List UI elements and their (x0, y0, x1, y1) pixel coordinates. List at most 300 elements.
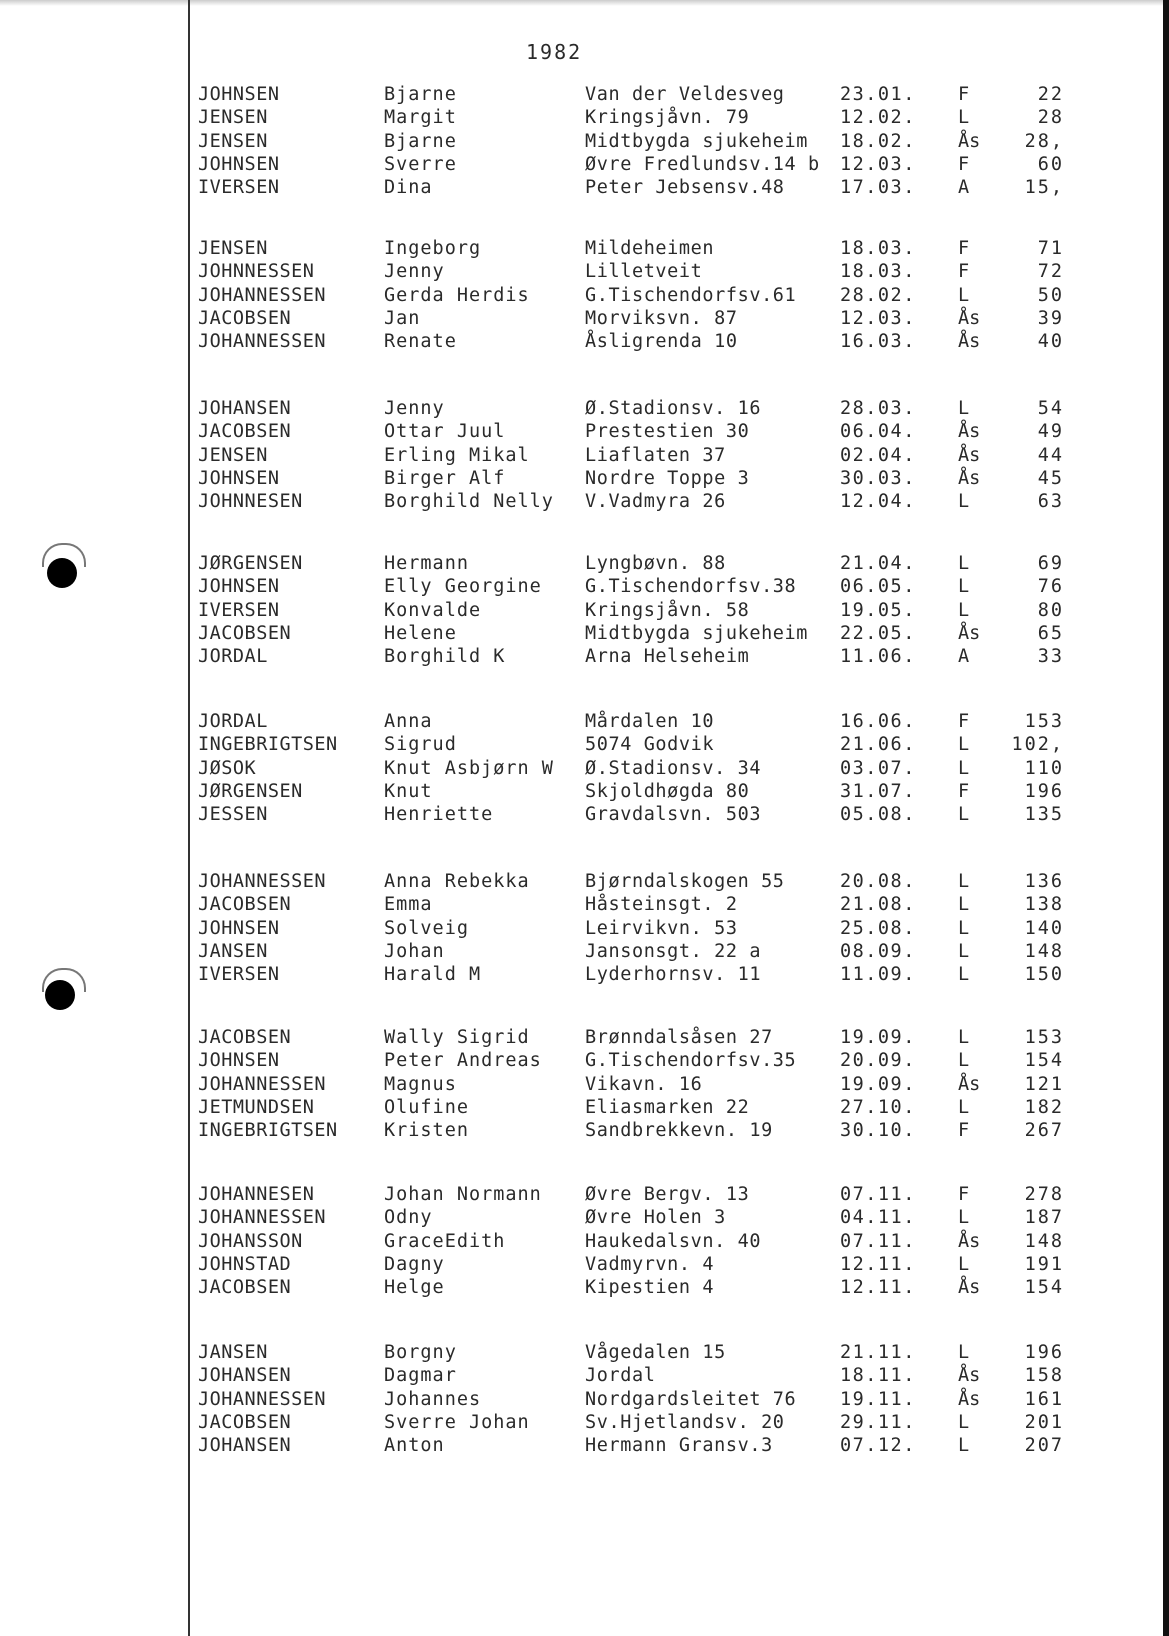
address: Ø.Stadionsv. 34 (585, 757, 762, 779)
first-name: Jan (384, 307, 421, 329)
register-row (0, 1096, 1169, 1119)
first-name: Helge (384, 1277, 445, 1299)
entry-number: 63 (1037, 491, 1064, 513)
date: 12.03. (840, 307, 916, 329)
surname: JOHANNESSEN (198, 331, 327, 353)
date: 29.11. (840, 1411, 916, 1433)
address: Hermann Gransv.3 (585, 1435, 773, 1457)
date: 17.03. (840, 177, 916, 199)
address: Haukedalsvn. 40 (585, 1230, 762, 1252)
register-row (0, 757, 1169, 780)
address: 5074 Godvik (585, 734, 715, 756)
address: G.Tischendorfsv.35 (585, 1050, 797, 1072)
register-row (0, 622, 1169, 645)
address: Mårdalen 10 (585, 711, 715, 732)
date: 12.11. (840, 1277, 916, 1299)
first-name: Sigrud (384, 734, 457, 756)
address: Håsteinsgt. 2 (585, 894, 738, 916)
address: Gravdalsvn. 503 (585, 804, 762, 826)
place-code: L (958, 871, 970, 892)
address: Van der Veldesveg (585, 84, 785, 105)
first-name: GraceEdith (384, 1230, 506, 1252)
first-name: Borgny (384, 1342, 457, 1363)
place-code: Ås (958, 622, 981, 644)
surname: JANSEN (198, 940, 268, 962)
place-code: F (958, 238, 970, 259)
entry-number: 54 (1037, 398, 1064, 419)
register-row (0, 917, 1169, 940)
surname: JOHANNESSEN (198, 871, 327, 892)
place-code: F (958, 780, 970, 802)
entry-number: 65 (1037, 622, 1064, 644)
place-code: L (958, 917, 970, 939)
first-name: Peter Andreas (384, 1050, 542, 1072)
entry-number: 33 (1037, 646, 1064, 668)
entry-number: 150 (1024, 964, 1064, 986)
address: Midtbygda sjukeheim (585, 130, 809, 152)
register-row (0, 1049, 1169, 1072)
surname: JOHNSEN (198, 84, 280, 105)
date: 23.01. (840, 84, 916, 105)
place-code: Ås (958, 1073, 981, 1095)
surname: IVERSEN (198, 177, 280, 199)
register-row (0, 1230, 1169, 1253)
surname: JANSEN (198, 1342, 268, 1363)
place-code: L (958, 1027, 970, 1048)
place-code: L (958, 1411, 970, 1433)
place-code: F (958, 1120, 970, 1142)
entry-number: 44 (1037, 444, 1064, 466)
register-row (0, 870, 1169, 893)
place-code: F (958, 84, 970, 105)
entry-number: 207 (1024, 1435, 1064, 1457)
surname: JOHANSEN (198, 398, 292, 419)
first-name: Renate (384, 331, 457, 353)
entry-number: 161 (1024, 1388, 1064, 1410)
entry-number: 196 (1024, 1342, 1064, 1363)
address: Brønndalsåsen 27 (585, 1027, 773, 1048)
entry-number: 60 (1037, 153, 1064, 175)
entry-group (0, 552, 1169, 668)
place-code: L (958, 1050, 970, 1072)
place-code: Ås (958, 467, 981, 489)
entry-number: 69 (1037, 553, 1064, 574)
first-name: Magnus (384, 1073, 457, 1095)
date: 19.05. (840, 599, 916, 621)
entry-number: 278 (1024, 1184, 1064, 1205)
place-code: L (958, 107, 970, 129)
place-code: Ås (958, 1230, 981, 1252)
address: Kipestien 4 (585, 1277, 715, 1299)
register-row (0, 237, 1169, 260)
place-code: Ås (958, 1365, 981, 1387)
entry-number: 71 (1037, 238, 1064, 259)
surname: JORDAL (198, 646, 268, 668)
date: 21.04. (840, 553, 916, 574)
date: 28.03. (840, 398, 916, 419)
place-code: L (958, 398, 970, 419)
place-code: F (958, 1184, 970, 1205)
surname: JOHNSEN (198, 467, 280, 489)
register-row (0, 1364, 1169, 1387)
register-row (0, 176, 1169, 199)
entry-number: 76 (1037, 576, 1064, 598)
entry-number: 28 (1037, 107, 1064, 129)
register-row (0, 307, 1169, 330)
register-row (0, 130, 1169, 153)
register-row (0, 710, 1169, 733)
place-code: L (958, 553, 970, 574)
place-code: Ås (958, 1388, 981, 1410)
address: Øvre Fredlundsv.14 b (585, 153, 820, 175)
surname: JØRGENSEN (198, 780, 303, 802)
first-name: Bjarne (384, 84, 457, 105)
date: 12.02. (840, 107, 916, 129)
surname: INGEBRIGTSEN (198, 1120, 338, 1142)
entry-number: 158 (1024, 1365, 1064, 1387)
register-row (0, 106, 1169, 129)
address: Øvre Bergv. 13 (585, 1184, 750, 1205)
date: 27.10. (840, 1096, 916, 1118)
first-name: Borghild K (384, 646, 506, 668)
address: Midtbygda sjukeheim (585, 622, 809, 644)
place-code: L (958, 964, 970, 986)
surname: JETMUNDSEN (198, 1096, 315, 1118)
place-code: A (958, 177, 970, 199)
first-name: Johannes (384, 1388, 482, 1410)
first-name: Hermann (384, 553, 469, 574)
first-name: Margit (384, 107, 457, 129)
surname: JENSEN (198, 107, 268, 129)
entry-number: 153 (1024, 711, 1064, 732)
address: Skjoldhøgda 80 (585, 780, 750, 802)
entry-group (0, 1341, 1169, 1457)
entry-number: 135 (1024, 804, 1064, 826)
scan-edge (0, 0, 1169, 6)
place-code: L (958, 1435, 970, 1457)
first-name: Dagny (384, 1253, 445, 1275)
surname: JØRGENSEN (198, 553, 303, 574)
place-code: Ås (958, 444, 981, 466)
place-code: L (958, 804, 970, 826)
register-row (0, 1119, 1169, 1142)
register-row (0, 1276, 1169, 1299)
address: Eliasmarken 22 (585, 1096, 750, 1118)
register-row (0, 1073, 1169, 1096)
address: Øvre Holen 3 (585, 1207, 726, 1229)
register-row (0, 444, 1169, 467)
place-code: L (958, 1342, 970, 1363)
register-row (0, 599, 1169, 622)
first-name: Konvalde (384, 599, 482, 621)
entry-group (0, 83, 1169, 199)
place-code: Ås (958, 331, 981, 353)
first-name: Erling Mikal (384, 444, 530, 466)
register-row (0, 645, 1169, 668)
first-name: Olufine (384, 1096, 469, 1118)
date: 21.06. (840, 734, 916, 756)
address: Sv.Hjetlandsv. 20 (585, 1411, 785, 1433)
address: Lyderhornsv. 11 (585, 964, 762, 986)
register-row (0, 1206, 1169, 1229)
date: 12.03. (840, 153, 916, 175)
first-name: Bjarne (384, 130, 457, 152)
surname: JOHANSSON (198, 1230, 303, 1252)
entry-number: 267 (1024, 1120, 1064, 1142)
page-year: 1982 (526, 40, 583, 64)
entry-group (0, 397, 1169, 513)
entry-number: 72 (1037, 261, 1064, 283)
register-row (0, 330, 1169, 353)
first-name: Jenny (384, 398, 445, 419)
surname: JOHANNESSEN (198, 1388, 327, 1410)
date: 03.07. (840, 757, 916, 779)
register-row (0, 963, 1169, 986)
address: Kringsjåvn. 79 (585, 107, 750, 129)
date: 18.03. (840, 238, 916, 259)
register-row (0, 1341, 1169, 1364)
date: 12.04. (840, 491, 916, 513)
date: 12.11. (840, 1253, 916, 1275)
surname: JOHANNESSEN (198, 284, 327, 306)
first-name: Borghild Nelly (384, 491, 554, 513)
date: 19.09. (840, 1073, 916, 1095)
date: 25.08. (840, 917, 916, 939)
date: 04.11. (840, 1207, 916, 1229)
surname: JACOBSEN (198, 1277, 292, 1299)
entry-number: 45 (1037, 467, 1064, 489)
entry-number: 148 (1024, 1230, 1064, 1252)
date: 05.08. (840, 804, 916, 826)
place-code: Ås (958, 421, 981, 443)
surname: JOHNNESSEN (198, 261, 315, 283)
entry-number: 187 (1024, 1207, 1064, 1229)
address: G.Tischendorfsv.61 (585, 284, 797, 306)
address: Morviksvn. 87 (585, 307, 738, 329)
date: 02.04. (840, 444, 916, 466)
surname: JOHANNESEN (198, 1184, 315, 1205)
date: 07.11. (840, 1230, 916, 1252)
place-code: F (958, 261, 970, 283)
date: 21.08. (840, 894, 916, 916)
place-code: L (958, 576, 970, 598)
entry-number: 154 (1024, 1050, 1064, 1072)
place-code: L (958, 1207, 970, 1229)
first-name: Sverre (384, 153, 457, 175)
date: 19.11. (840, 1388, 916, 1410)
date: 06.04. (840, 421, 916, 443)
first-name: Ingeborg (384, 238, 482, 259)
register-row (0, 83, 1169, 106)
date: 18.11. (840, 1365, 916, 1387)
place-code: F (958, 153, 970, 175)
date: 16.06. (840, 711, 916, 732)
entry-number: 39 (1037, 307, 1064, 329)
entry-number: 50 (1037, 284, 1064, 306)
place-code: Ås (958, 130, 981, 152)
register-row (0, 1411, 1169, 1434)
place-code: L (958, 757, 970, 779)
first-name: Knut (384, 780, 433, 802)
first-name: Henriette (384, 804, 494, 826)
address: Kringsjåvn. 58 (585, 599, 750, 621)
address: Sandbrekkevn. 19 (585, 1120, 773, 1142)
register-row (0, 552, 1169, 575)
surname: JOHANNESSEN (198, 1207, 327, 1229)
entry-group (0, 237, 1169, 353)
place-code: L (958, 284, 970, 306)
place-code: F (958, 711, 970, 732)
entry-number: 110 (1024, 757, 1064, 779)
register-row (0, 397, 1169, 420)
register-row (0, 940, 1169, 963)
entry-number: 201 (1024, 1411, 1064, 1433)
address: Prestestien 30 (585, 421, 750, 443)
first-name: Knut Asbjørn W (384, 757, 554, 779)
surname: JOHNSEN (198, 1050, 280, 1072)
date: 20.08. (840, 871, 916, 892)
first-name: Odny (384, 1207, 433, 1229)
address: Lyngbøvn. 88 (585, 553, 726, 574)
entry-number: 102, (1011, 734, 1064, 756)
first-name: Johan (384, 940, 445, 962)
register-row (0, 893, 1169, 916)
entry-number: 80 (1037, 599, 1064, 621)
surname: JOHANNESSEN (198, 1073, 327, 1095)
first-name: Johan Normann (384, 1184, 542, 1205)
address: Mildeheimen (585, 238, 715, 259)
register-row (0, 780, 1169, 803)
entry-number: 191 (1024, 1253, 1064, 1275)
entry-number: 136 (1024, 871, 1064, 892)
entry-group (0, 1183, 1169, 1299)
first-name: Gerda Herdis (384, 284, 530, 306)
address: Ø.Stadionsv. 16 (585, 398, 762, 419)
register-row (0, 575, 1169, 598)
address: Nordre Toppe 3 (585, 467, 750, 489)
entry-number: 49 (1037, 421, 1064, 443)
surname: JENSEN (198, 444, 268, 466)
date: 11.09. (840, 964, 916, 986)
surname: JOHNSTAD (198, 1253, 292, 1275)
register-row (0, 1434, 1169, 1457)
first-name: Anton (384, 1435, 445, 1457)
address: Jansonsgt. 22 a (585, 940, 762, 962)
surname: JACOBSEN (198, 1411, 292, 1433)
entry-number: 15, (1024, 177, 1064, 199)
place-code: L (958, 734, 970, 756)
surname: JOHNSEN (198, 153, 280, 175)
entry-number: 22 (1037, 84, 1064, 105)
address: Bjørndalskogen 55 (585, 871, 785, 892)
entry-number: 121 (1024, 1073, 1064, 1095)
address: Nordgardsleitet 76 (585, 1388, 797, 1410)
address: Lilletveit (585, 261, 703, 283)
surname: JACOBSEN (198, 421, 292, 443)
surname: IVERSEN (198, 599, 280, 621)
place-code: L (958, 1096, 970, 1118)
date: 31.07. (840, 780, 916, 802)
register-row (0, 1183, 1169, 1206)
entry-number: 182 (1024, 1096, 1064, 1118)
register-row (0, 153, 1169, 176)
address: G.Tischendorfsv.38 (585, 576, 797, 598)
surname: JACOBSEN (198, 622, 292, 644)
entry-number: 138 (1024, 894, 1064, 916)
register-row (0, 284, 1169, 307)
surname: JOHANSEN (198, 1435, 292, 1457)
address: Liaflaten 37 (585, 444, 726, 466)
entry-number: 148 (1024, 940, 1064, 962)
place-code: Ås (958, 307, 981, 329)
register-row (0, 467, 1169, 490)
place-code: L (958, 894, 970, 916)
address: Peter Jebsensv.48 (585, 177, 785, 199)
address: Vikavn. 16 (585, 1073, 703, 1095)
date: 11.06. (840, 646, 916, 668)
date: 07.12. (840, 1435, 916, 1457)
address: V.Vadmyra 26 (585, 491, 726, 513)
entry-number: 196 (1024, 780, 1064, 802)
date: 16.03. (840, 331, 916, 353)
date: 18.03. (840, 261, 916, 283)
first-name: Wally Sigrid (384, 1027, 530, 1048)
register-row (0, 1026, 1169, 1049)
date: 30.03. (840, 467, 916, 489)
address: Jordal (585, 1365, 656, 1387)
surname: JØSOK (198, 757, 257, 779)
place-code: Ås (958, 1277, 981, 1299)
register-row (0, 803, 1169, 826)
register-row (0, 1253, 1169, 1276)
first-name: Ottar Juul (384, 421, 506, 443)
date: 30.10. (840, 1120, 916, 1142)
entry-number: 153 (1024, 1027, 1064, 1048)
date: 06.05. (840, 576, 916, 598)
date: 20.09. (840, 1050, 916, 1072)
first-name: Solveig (384, 917, 469, 939)
entry-number: 40 (1037, 331, 1064, 353)
place-code: L (958, 599, 970, 621)
surname: JACOBSEN (198, 307, 292, 329)
entry-number: 140 (1024, 917, 1064, 939)
surname: IVERSEN (198, 964, 280, 986)
surname: JENSEN (198, 238, 268, 259)
first-name: Sverre Johan (384, 1411, 530, 1433)
first-name: Dagmar (384, 1365, 457, 1387)
surname: JOHNNESEN (198, 491, 303, 513)
surname: JOHANSEN (198, 1365, 292, 1387)
date: 08.09. (840, 940, 916, 962)
date: 07.11. (840, 1184, 916, 1205)
first-name: Dina (384, 177, 433, 199)
date: 21.11. (840, 1342, 916, 1363)
register-row (0, 733, 1169, 756)
surname: JACOBSEN (198, 1027, 292, 1048)
address: Vågedalen 15 (585, 1342, 726, 1363)
entry-number: 28, (1024, 130, 1064, 152)
address: Leirvikvn. 53 (585, 917, 738, 939)
surname: JOHNSEN (198, 917, 280, 939)
address: Åsligrenda 10 (585, 331, 738, 353)
date: 19.09. (840, 1027, 916, 1048)
surname: JENSEN (198, 130, 268, 152)
address: Vadmyrvn. 4 (585, 1253, 715, 1275)
register-row (0, 1388, 1169, 1411)
register-row (0, 420, 1169, 443)
surname: JESSEN (198, 804, 268, 826)
place-code: L (958, 940, 970, 962)
